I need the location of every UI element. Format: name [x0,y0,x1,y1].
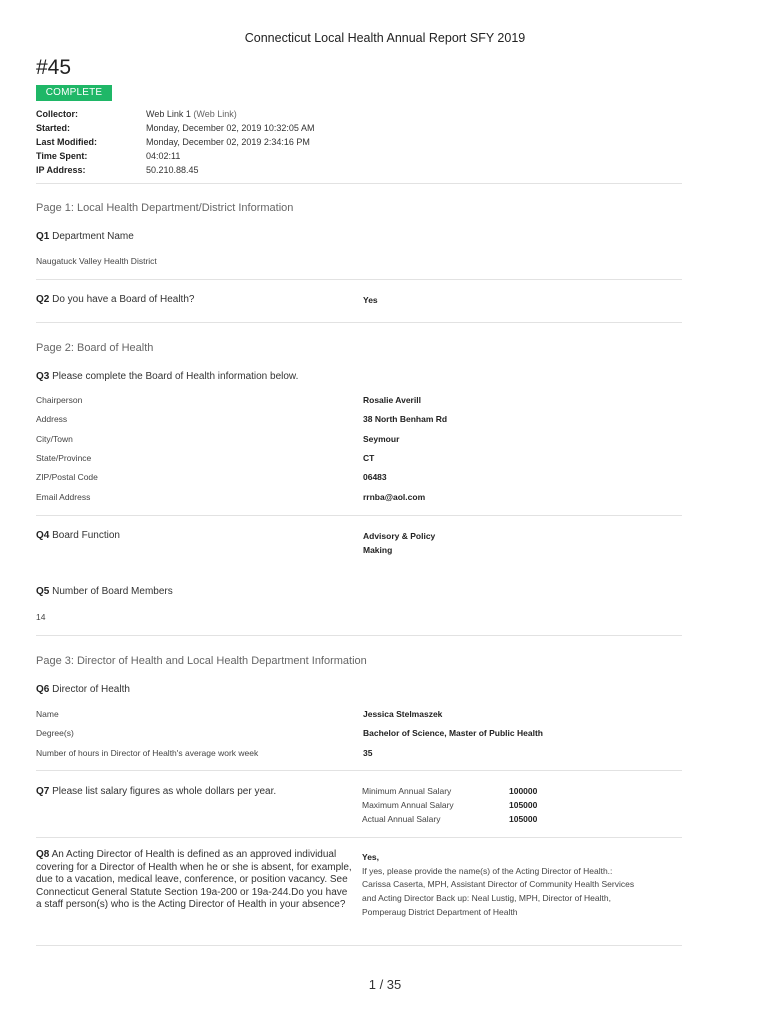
question-q4 [36,529,120,542]
question-text: Do you have a Board of Health? [52,294,195,305]
answer-q5: 14 [36,612,46,622]
field-value-hours: 35 [363,748,373,758]
field-label-name: Name [36,709,59,719]
collector-name: Web Link 1 [146,109,191,119]
meta-row-collector [36,107,682,121]
field-value-address: 38 North Benham Rd [363,414,448,424]
meta-row-last-modified [36,135,682,149]
divider [36,515,682,516]
question-number: Q4 [36,530,50,541]
answer-q8-followup-prompt: If yes, please provide the name(s) of the Acting Director of Health.: [362,865,613,876]
divider [36,279,682,280]
question-number: Q6 [36,684,50,695]
field-label-state: State/Province [36,453,92,463]
meta-value [146,107,237,121]
answer-q1: Naugatuck Valley Health District [36,256,157,266]
salary-value-min: 100000 [509,786,538,796]
meta-row-started [36,121,682,135]
field-value-state: CT [363,453,375,463]
field-label-address: Address [36,414,68,424]
divider [36,635,682,636]
question-text: Number of Board Members [52,586,173,597]
field-value-chairperson: Rosalie Averill [363,395,421,405]
divider [36,837,682,838]
question-text: Board Function [52,530,120,541]
question-q7 [36,785,276,798]
question-text: An Acting Director of Health is defined as an approved individual covering for a Director of Health when he or she is absent, for example, due to a vacation, medical leave, conference, or position vacancy. See Connecticut General Statute Section 19a-200 or 19a-244.Do you have a staff person(s) who is the Acting Director of Health in your absence? [36,849,352,911]
meta-row-time-spent [36,149,682,163]
question-number: Q8 [36,849,50,860]
question-q1 [36,230,134,243]
page1-heading: Page 1: Local Health Department/District Information [36,202,294,214]
page2-heading: Page 2: Board of Health [36,342,154,354]
field-value-degrees: Bachelor of Science, Master of Public Health [363,728,543,738]
page3-heading: Page 3: Director of Health and Local Health Department Information [36,655,367,667]
field-label-degrees: Degree(s) [36,728,74,738]
meta-label: Time Spent: [36,151,88,161]
answer-q4-line1: Advisory & Policy [363,531,436,541]
field-value-email: rrnba@aol.com [363,492,426,502]
question-text: Please complete the Board of Health information below. [52,371,299,382]
question-q5 [36,585,173,598]
meta-value: 50.210.88.45 [146,165,199,175]
meta-row-ip-address [36,163,682,177]
field-value-zip: 06483 [363,472,387,482]
collector-type: (Web Link) [193,109,237,119]
meta-value: Monday, December 02, 2019 10:32:05 AM [146,123,315,133]
field-label-zip: ZIP/Postal Code [36,472,98,482]
meta-label: Last Modified: [36,137,97,147]
meta-label: IP Address: [36,165,86,175]
field-label-hours: Number of hours in Director of Health's average work week [36,748,259,758]
question-text: Please list salary figures as whole dollars per year. [52,786,277,797]
answer-q8 [362,851,642,920]
question-number: Q3 [36,371,50,382]
salary-value-actual: 105000 [509,814,538,824]
field-label-city: City/Town [36,434,73,444]
question-q3 [36,370,298,383]
divider [36,945,682,946]
question-number: Q5 [36,586,50,597]
answer-q4-line2: Making [363,545,393,555]
divider [36,770,682,771]
question-text: Department Name [52,231,134,242]
question-number: Q1 [36,231,50,242]
divider [36,322,682,323]
field-value-city: Seymour [363,434,400,444]
page-number: 1 / 35 [368,977,402,992]
field-value-name: Jessica Stelmaszek [363,709,443,719]
meta-value: Monday, December 02, 2019 2:34:16 PM [146,137,310,147]
meta-value: 04:02:11 [146,151,181,161]
status-badge: COMPLETE [36,85,112,101]
field-label-chairperson: Chairperson [36,395,83,405]
meta-label: Collector: [36,109,79,119]
question-text: Director of Health [52,684,130,695]
salary-label-max: Maximum Annual Salary [362,800,454,810]
question-q2 [36,293,194,306]
answer-q2: Yes [363,295,378,305]
question-q8 [36,849,352,912]
salary-label-min: Minimum Annual Salary [362,786,452,796]
divider [36,183,682,184]
question-number: Q7 [36,786,50,797]
answer-q8-names: Carissa Caserta, MPH, Assistant Director of Community Health Services and Acting Director Back up: Neal Lustig, MPH, Director of Health, Pomperaug District Department of Health [362,879,635,917]
answer-q8-choice: Yes, [362,852,380,862]
salary-value-max: 105000 [509,800,538,810]
response-metadata [36,107,682,177]
question-number: Q2 [36,294,50,305]
field-label-email: Email Address [36,492,91,502]
response-number: #45 [36,56,72,79]
meta-label: Started: [36,123,71,133]
document-title: Connecticut Local Health Annual Report SFY 2019 [244,31,526,45]
question-q6 [36,683,130,696]
salary-label-actual: Actual Annual Salary [362,814,441,824]
